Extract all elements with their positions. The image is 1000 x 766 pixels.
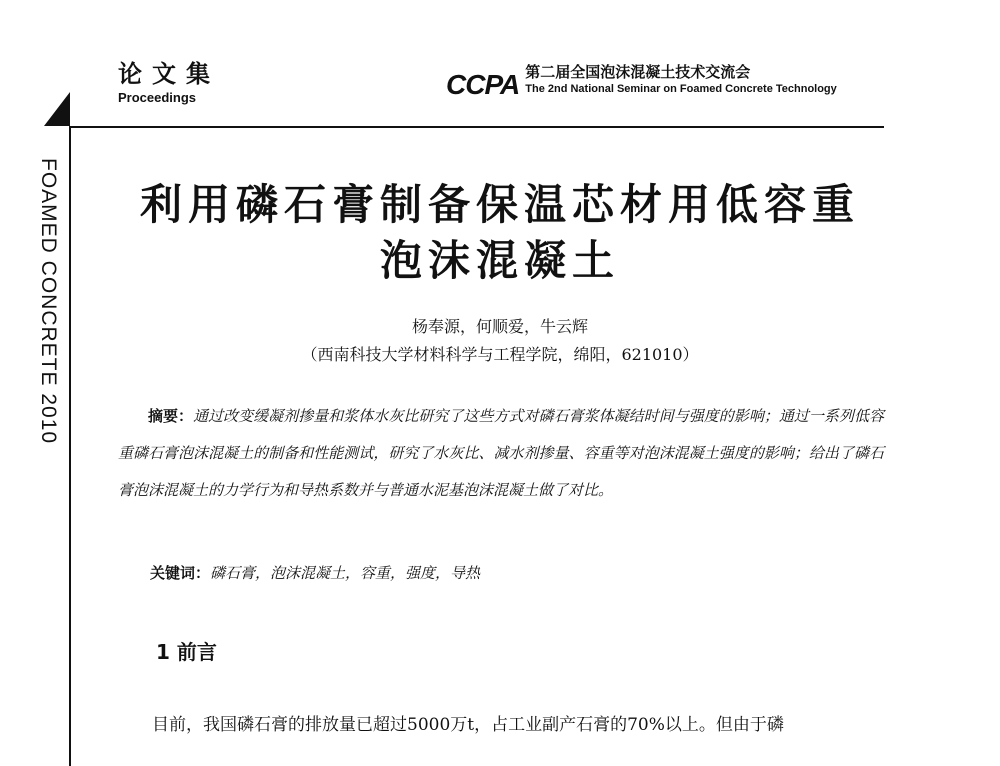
abstract-text: 通过改变缓凝剂掺量和浆体水灰比研究了这些方式对磷石膏浆体凝结时间与强度的影响；通过一系列低容重磷石膏泡沫混凝土的制备和性能测试，研究了水灰比、减水剂掺量、容重等对泡沫混凝土强度的影响；给出了磷石膏泡沫混凝土的力学行为和导热系数并与普通水泥基泡沫混凝土做了对比。 bbox=[118, 407, 884, 499]
seminar-title-en: The 2nd National Seminar on Foamed Concrete Technology bbox=[525, 83, 837, 95]
abstract-label: 摘要： bbox=[148, 407, 194, 425]
seminar-title-cn: 第二届全国泡沫混凝土技术交流会 bbox=[525, 63, 751, 81]
abstract bbox=[118, 398, 884, 509]
keywords-label: 关键词： bbox=[150, 564, 211, 582]
ccpa-logo: CCPA bbox=[446, 69, 520, 100]
corner-wedge bbox=[44, 92, 70, 126]
paper-title-line2: 泡沫混凝土 bbox=[379, 236, 620, 285]
paper-title-line1: 利用磷石膏制备保温芯材用低容重 bbox=[139, 180, 860, 229]
header-rule bbox=[70, 126, 884, 128]
authors: 杨奉源，何顺爱，牛云辉 bbox=[411, 317, 588, 336]
side-label-text: FOAMED CONCRETE 2010 bbox=[37, 158, 60, 445]
journal-header bbox=[118, 60, 220, 105]
affiliation: （西南科技大学材料科学与工程学院，绵阳，621010） bbox=[301, 345, 699, 364]
journal-title-cn: 论文集 bbox=[118, 60, 220, 88]
body-paragraph: 目前，我国磷石膏的排放量已超过5000万t，占工业副产石膏的70%以上。但由于磷 bbox=[152, 715, 784, 735]
section-heading: 1 前言 bbox=[156, 640, 217, 664]
keywords bbox=[150, 562, 480, 583]
journal-title-en: Proceedings bbox=[118, 90, 197, 105]
keywords-text: 磷石膏，泡沫混凝土，容重，强度，导热 bbox=[210, 564, 481, 582]
seminar-header bbox=[446, 62, 837, 100]
